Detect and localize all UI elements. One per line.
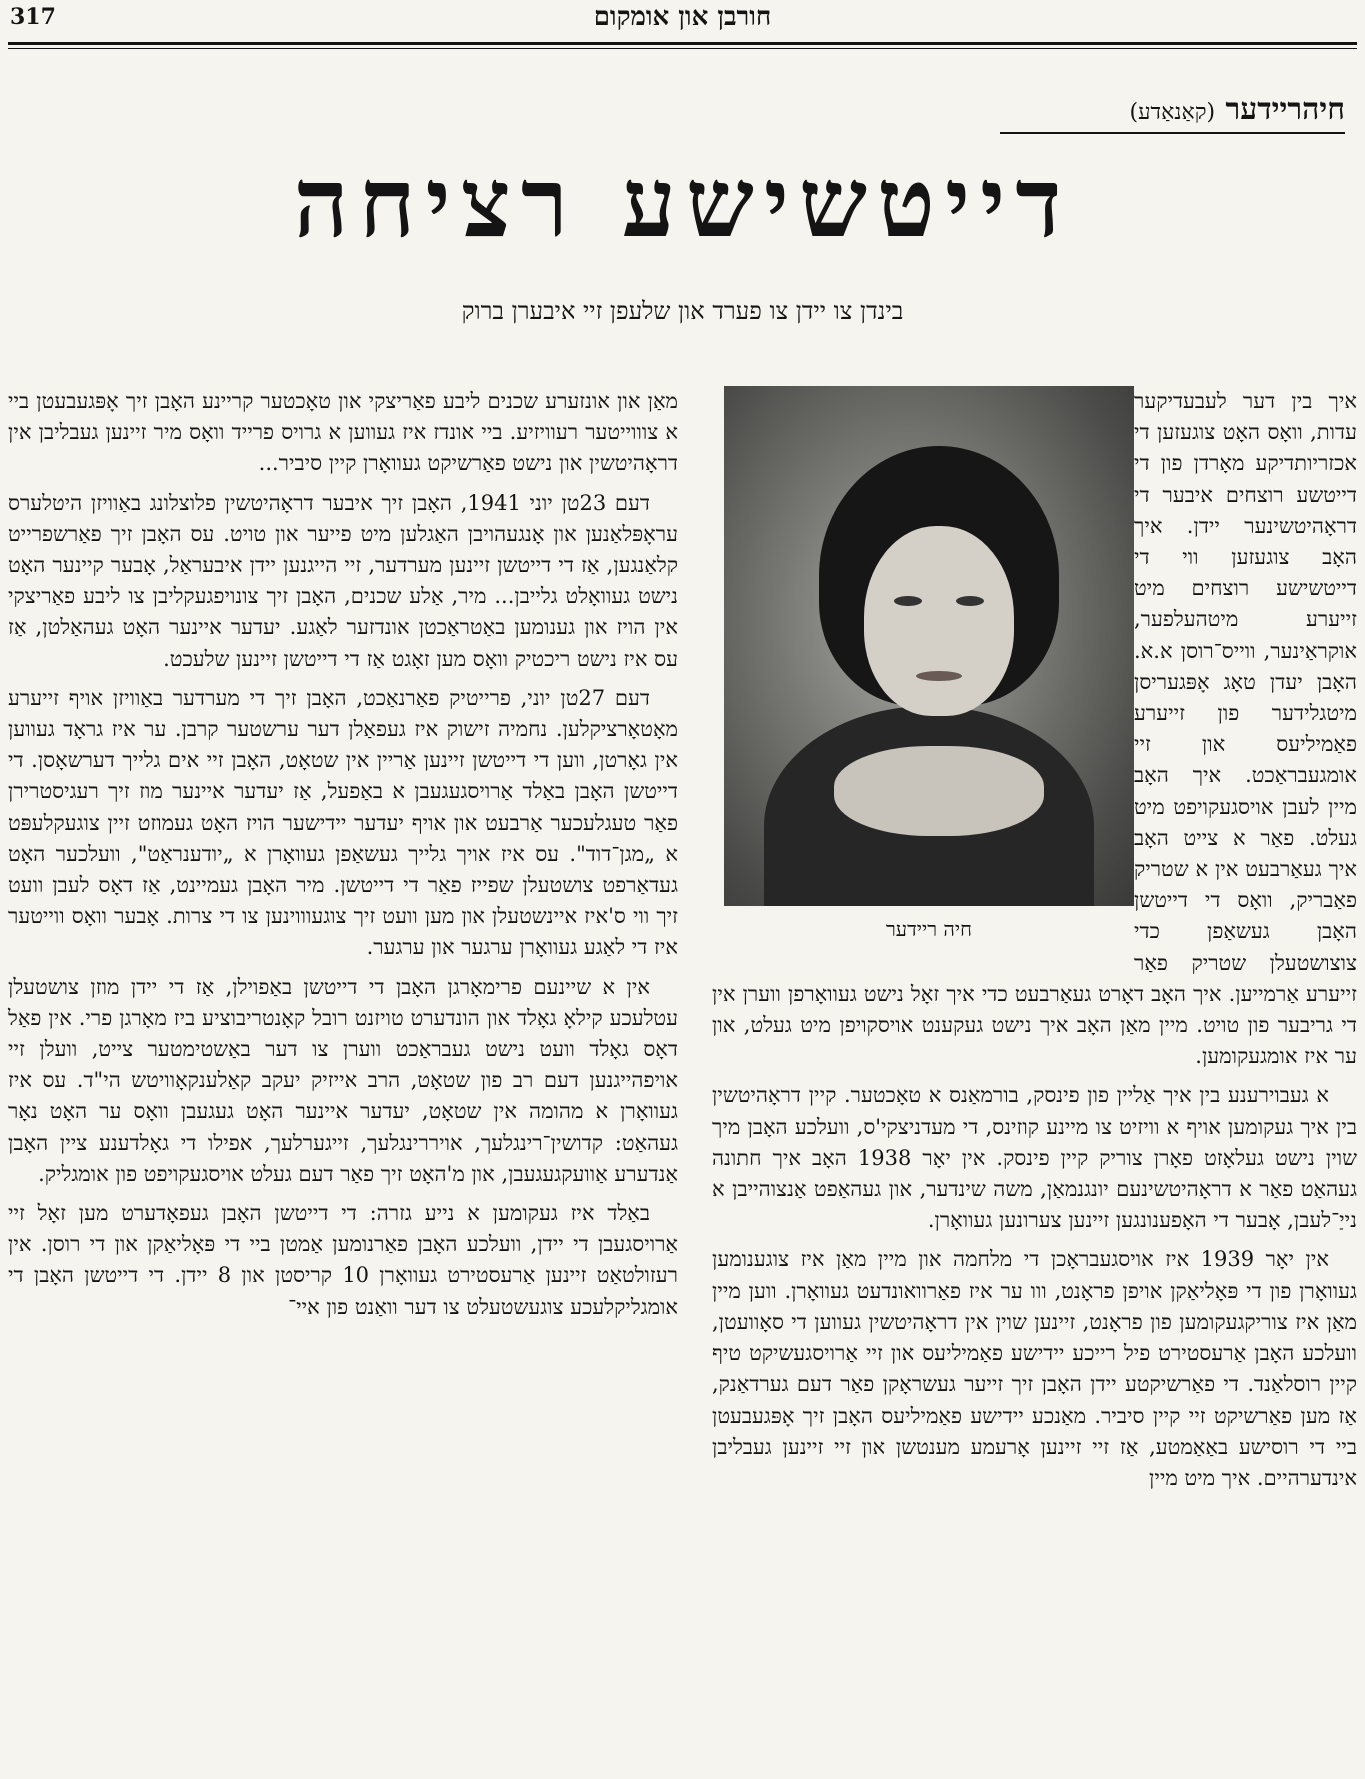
- photo-figure: [724, 386, 1134, 945]
- author-underline: [1000, 132, 1345, 134]
- paragraph: מאַן און אונזערע שכנים ליבע פאַריצקי און טאָכטער קריינע האָבן זיך אָפּגעבעטן ביי א צוווייטער רעוויזיע. ביי אונדז איז געווען א גרויס פרייד וואָס מיר זיינען געבליבן אין דראָהיטשין און נישט פאַרשיקט געוואָרן קיין סיביר...: [8, 389, 678, 476]
- article-subtitle: בינדן צו יידן צו פערד און שלעפן זיי איבערן ברוק: [461, 297, 904, 325]
- paragraph: אין יאָר 1939 איז אויסגעבראָכן די מלחמה און מיין מאַן איז צוגענומען געוואָרן פון די פּאָליאַקן אויפן פראָנט, ווו ער איז פאַרוואונדעט געוואָרן. ווען מיין מאַן איז צוריקגעקומען פון פראָנט, זיינען שוין אין דראָהיטשין געווען די סאָוועטן, וועלכע האָבן אַרעסטירט פיל רייכע יידישע פאַמיליעס און זיי אַרויסגעשיקט טיף קיין רוסלאַנד. די פאַרשיקטע יידן האָבן זיך זייער געשראָקן פאַר דעם גערדאַנק, אַז מען פאַרשיקט זיי קיין סיביר. מאַנכע יידישע פאַמיליעס האָבן זיך אָפּגעבעטן ביי די רוסישע באַאַמטע, אַז זיי זיינען אָרעמע מענטשן און זיי זיינען געבליבן אינדערהיים. איך מיט מיין: [712, 1247, 1357, 1490]
- paragraph: באַלד איז געקומען א נייע גזרה: די דייטשן האָבן געפאָדערט מען זאָל זיי אַרויסגעבן די יידן, וועלכע האָבן פאַרנומען אַמטן ביי די פּאָליאַקן און די רוסן. אין רעזולטאַט זיינען אַרעסטירט געוואָרן 10 קריסטן און 8 יידן. די דייטשן האָבן די אומגליקלעכע צוגעשטעלט צו דער וואַנט פון איי־: [8, 1201, 678, 1319]
- paragraph: אין א שיינעם פרימאָרגן האָבן די דייטשן באַפוילן, אַז די יידן מוזן צושטעלן עטלעכע קילאָ גאָלד און הונדערט טויזנט רובל קאָנטריבוציע ביז מאָרגן פרי. אין פאַל דאָס גאָלד וועט נישט געבראַכט ווערן צו דער באַשטימטער צייט, וועלן זיי אויפהייגנען דעם רב פון שטאָט, הרב אייזיק יעקב קאַלענקאָוויטש הי"ד. עס איז געוואָרן א מהומה אין שטאָט, יעדער איינער האָט געגעבן וואָס ער האָט נאָר געהאַט: קדושין־רינגלעך, אויררינגלעך, זייגערלעך, אפילו די גאָלדענע ציין האָבן אַנדערע אַוועקגעגעבן, און מ'האָט זיך פאַר דעם געלט אויסגעקויפט פון אומגליק.: [8, 974, 678, 1186]
- paragraph: א געבוירענע בין איך אַליין פון פינסק, בורמאַנס א טאָכטער. קיין דראָהיטשין בין איך געקומען אויף א וויזיט צו מיינע קוזינס, די מעדניצקי'ס, וועלכע האָבן מיך שוין נישט געלאָזט פאָרן צוריק קיין פינסק. אין יאָר 1938 האָב איך חתונה געהאַט פאַר א דראָהיטשינעם יונגנמאַן, משה שינדער, און געהאַפט אַנצוהייבן א נייַ־לעבן, אָבער די האָפענונגען זיינען צערונען געוואָרן.: [712, 1083, 1357, 1233]
- paragraph: דעם 27טן יוני, פרייטיק פאַרנאַכט, האָבן זיך די מערדער באַוויזן אויף זייערע מאָטאָרציקלען. נחמיה זישוק איז געפאַלן דער ערשטער קרבן. ער איז גראָד געווען אין גאָרטן, ווען די דייטשן זיינען אַריין אין שטאָט, האָבן זיי אים גלייך דערשאָסן. די דייטשן האָבן באַלד אַרויסגעגעבן א באַפעל, אַז יעדער איינער מוז זיך רעגיסטרירן פאַר טעגלעכער אַרבעט און אויף יעדער יידישער הויז האָט געמוזט זיין צוגעקלעפּט א „מגן־דוד". עס איז אויך גלייך געשאַפן געוואָרן א „יודענראַט", וועלכער האָט געדאַרפט צושטעלן שפייז פאַר די דייטשן. מיר האָבן געמיינט, אַז דאָס לעבן וועט זיך ווי ס'איז איינשטעלן און מען וועט זיך צוגעוווינען צו די צרות. אָבער וואָס ווייטער איז די לאַגע געוואָרן ערגער און ערגער.: [8, 685, 678, 960]
- header-rule-thin: [8, 48, 1357, 49]
- article-title: דייטשישע רציחה: [293, 146, 1072, 259]
- author-photo: [724, 386, 1134, 906]
- author-country: (קאַנאַדע): [1129, 100, 1216, 125]
- header-rule-thick: [8, 42, 1357, 45]
- right-column: [712, 386, 1357, 1502]
- author-line: [1130, 92, 1345, 127]
- photo-caption: חיה ריידער: [885, 917, 972, 941]
- left-column: [8, 386, 678, 1331]
- paragraph: איך בין דער לעבעדיקער עדות, וואָס האָט צוגעזען די אכזריותדיקע מאָרדן פון די דייטשע רוצחים איבער די דראָהיטשינער יידן. איך האָב צוגעזען ווי די דייטשישע רוצחים מיט זייערע מיטהעלפער, אוקראַינער, ווייס־רוסן א.א. האָבן יעדן טאָג אָפּגעריסן מיטגלידער פון זייערע פאַמיליעס און זיי אומגעבראַכט. איך האָב מיין לעבן אויסגעקויפט מיט געלט. פאַר א צייט האָב איך געאַרבעט אין א שטריק פאַבריק, וואָס די דייטשן האָבן געשאַפן כדי צוצושטעלן שטריק פאַר זייערע אַרמייען. איך האָב דאָרט געאַרבעט כדי איך זאָל נישט געוואָרפן ווערן אין די גריבער פון טויט. מיין מאַן האָב איך נישט געקענט אויסקויפן מיט געלט, און ער איז אומגעקומען.: [712, 389, 1357, 1069]
- paragraph: דעם 23טן יוני 1941, האָבן זיך איבער דראָהיטשין פלוצלונג באַוויזן היטלערס עראָפּלאַנען און אָנגעהויבן האַגלען מיט פייער און טויט. עס האָבן זיך פאַרשפרייט קלאַנגען, אַז די דייטשן זיינען מערדער, זיי הייגנען יידן איבעראַל, אָבער קיינער האָט נישט געוואָלט גלייבן... מיר, אַלע שכנים, האָבן זיך צונויפגעקליבן צו ליבע פאַריצקי אין הויז און גענומען באַטראַכטן אונדזער לאַגע. יעדער איינער האָט געהאַלטן, אַז עס איז נישט ריכטיק וואָס מען זאָגט אַז די דייטשן זיינען שלעכט.: [8, 490, 678, 671]
- running-title: חורבן און אומקום: [593, 2, 772, 32]
- page-number: 317: [10, 4, 56, 30]
- author-name: חיהריידער: [1225, 92, 1345, 127]
